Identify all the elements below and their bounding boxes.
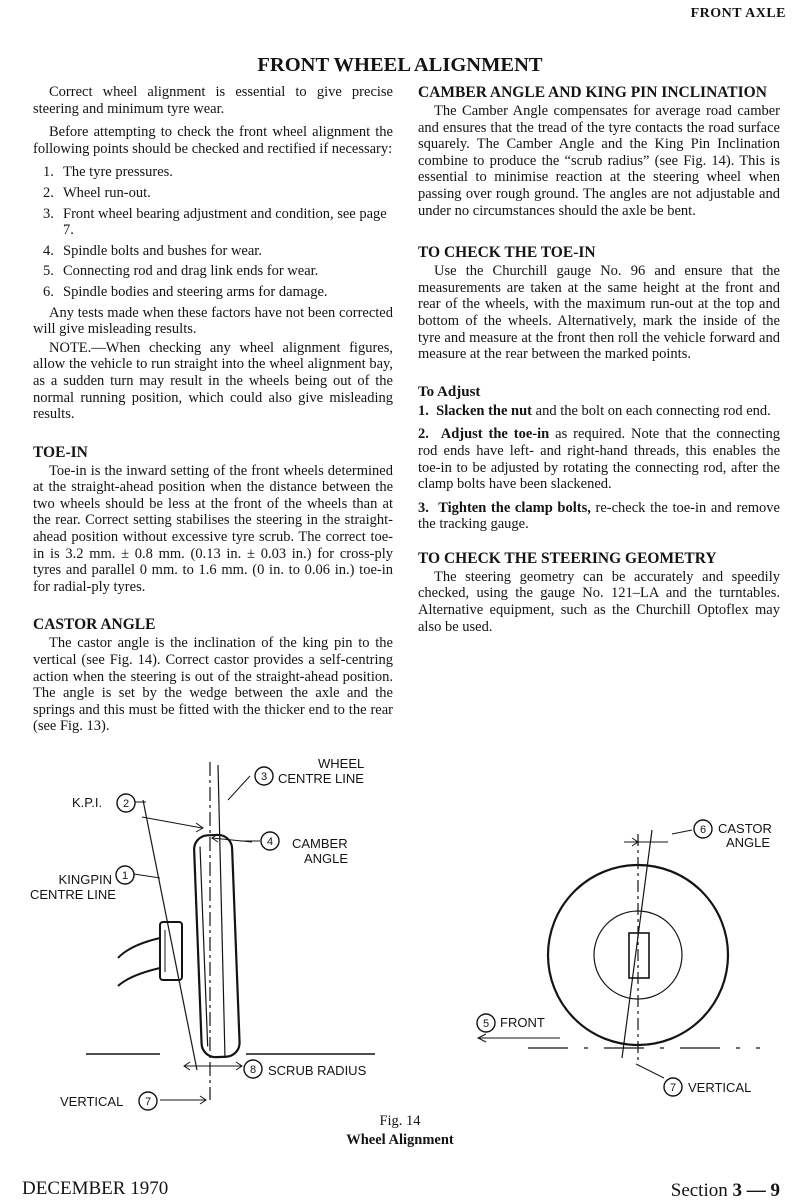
callout-number: 3	[260, 771, 268, 783]
section-heading-camber: CAMBER ANGLE AND KING PIN INCLINATION	[418, 84, 767, 101]
section-heading-steering-geometry: TO CHECK THE STEERING GEOMETRY	[418, 549, 717, 567]
checklist-text: Wheel run-out.	[63, 184, 151, 201]
step-text: re-check the toe-in and remove the tracking gauge.	[418, 499, 780, 533]
checklist-text: The tyre pressures.	[63, 164, 173, 181]
label-wheel-centre-line: CENTRE LINE	[278, 771, 364, 786]
checklist-number: 5.	[43, 263, 54, 280]
footer-section	[671, 1180, 780, 1202]
label-kingpin-centre-line: CENTRE LINE	[30, 887, 116, 902]
kpi-angle-arrow	[142, 817, 202, 828]
checklist-number: 3.	[43, 205, 54, 222]
checklist-text: Spindle bodies and steering arms for damage.	[63, 283, 328, 300]
callout-number: 7	[669, 1082, 677, 1094]
paragraph: The castor angle is the inclination of the king pin to the vertical (see Fig. 14). Correct castor provides a self-centring action when the steering is out of the straight-ahead position. The angle is set by the wedge between the axle and the springs and this must be fitted with the thicker end to the rear (see Fig. 13).	[33, 635, 393, 735]
label-front: FRONT	[500, 1015, 545, 1030]
wheel-centre-line	[218, 765, 225, 1058]
paragraph: The Camber Angle compensates for average road camber and ensures that the tread of the tyre contacts the road surface squarely. The Camber Angle and the King Pin Inclination combine to produce the “scrub radius” (see Fig. 14). This is essential to minimise reaction at the steering wheel when passing over rough ground. The angles are not adjustable and under no circumstances should the axle be bent.	[418, 103, 780, 219]
label-scrub-radius: SCRUB RADIUS	[268, 1063, 367, 1078]
footer-date: DECEMBER 1970	[22, 1178, 169, 1199]
step-number: 3.	[418, 499, 429, 516]
checklist-number: 4.	[43, 242, 54, 259]
callout-number: 1	[121, 870, 129, 882]
checklist-text: Spindle bolts and bushes for wear.	[63, 242, 262, 259]
label-castor-angle: ANGLE	[726, 835, 771, 850]
figure-number: Fig. 14	[379, 1113, 421, 1129]
figure-title: Wheel Alignment	[346, 1132, 454, 1148]
paragraph: The steering geometry can be accurately and speedily checked, using the gauge No. 121–LA and the turntables. Alternative equipment, such as the Churchill Optoflex may also be used.	[418, 568, 780, 635]
hub-block	[629, 933, 649, 978]
intro-paragraph: Before attempting to check the front wheel alignment the following points should be checked and rectified if necessary:	[33, 124, 393, 157]
label-camber-angle: ANGLE	[304, 851, 349, 866]
leader-line	[134, 874, 160, 878]
step-number: 1.	[418, 402, 429, 419]
section-page-number: 3 — 9	[732, 1180, 780, 1201]
label-kingpin: KINGPIN	[58, 872, 112, 887]
callout-number: 2	[122, 798, 130, 810]
callout-number: 6	[699, 824, 707, 836]
callout-number: 7	[144, 1096, 152, 1108]
stub-axle-hub	[160, 922, 182, 980]
paragraph: Use the Churchill gauge No. 96 and ensure that the measurements are taken at the same height at the front and rear of the wheels, with the maximum run-out at the top and bottom of the wheels. Alternatively, mark the inside of the tyre and measure at the front then roll the vehicle forward and measure at the rear between the marked points.	[418, 263, 780, 363]
axle-beam	[118, 968, 160, 986]
step-text: and the bolt on each connecting rod end.	[532, 402, 771, 419]
step-action: Slacken the nut	[436, 402, 533, 419]
leader-line	[228, 776, 250, 800]
step-text: as required. Note that the connecting rod ends have left- and right-hand threads, this enables the toe-in to be adjusted by rotating the connecting rod, after the clamp bolts have been slackened.	[418, 426, 780, 493]
step-number: 2.	[418, 426, 429, 443]
note-paragraph: NOTE.—When checking any wheel alignment figures, allow the vehicle to run straight into the wheel alignment bay, as a sudden turn may result in the wheels being out of the normal running position, which could also give misleading results.	[33, 339, 393, 423]
tyre-outline	[194, 834, 240, 1057]
paragraph: Any tests made when these factors have not been corrected will give misleading results.	[33, 304, 393, 338]
leader-line	[672, 830, 692, 834]
page-title: FRONT WHEEL ALIGNMENT	[257, 54, 543, 76]
axle-beam	[118, 938, 160, 958]
section-label: Section	[670, 1180, 733, 1201]
checklist-number: 1.	[43, 164, 54, 181]
callout-number: 8	[249, 1064, 257, 1076]
label-vertical: VERTICAL	[688, 1080, 752, 1095]
subheading-to-adjust: To Adjust	[418, 383, 481, 400]
section-header: FRONT AXLE	[690, 6, 786, 21]
section-heading-check-toe-in: TO CHECK THE TOE-IN	[418, 244, 596, 262]
checklist-text: Connecting rod and drag link ends for wear.	[63, 263, 319, 280]
label-vertical: VERTICAL	[60, 1094, 124, 1109]
label-camber: CAMBER	[292, 836, 348, 851]
label-wheel: WHEEL	[318, 756, 365, 771]
kingpin-centre-line	[143, 800, 197, 1070]
paragraph: Toe-in is the inward setting of the front wheels determined at the straight-ahead position when the distance between the two wheels should be less at the front of the wheels than at the rear. Correct setting stabilises the steering in the straight-ahead position without excessive tyre scrub. The correct toe-in is 3.2 mm. ± 0.8 mm. (0.13 in. ± 0.03 in.) for cross-ply tyres and parallel 0 mm. to 1.6 mm. (0 in. to 0.06 in.) toe-in for radial-ply tyres.	[33, 462, 393, 595]
checklist-number: 2.	[43, 184, 54, 201]
label-castor: CASTOR	[718, 821, 772, 836]
callout-number: 5	[482, 1018, 490, 1030]
intro-paragraph: Correct wheel alignment is essential to give precise steering and minimum tyre wear.	[33, 84, 393, 117]
section-heading-castor: CASTOR ANGLE	[33, 616, 156, 634]
checklist-text: Front wheel bearing adjustment and condition, see page 7.	[63, 205, 387, 239]
callout-number: 4	[266, 836, 274, 848]
step-action: Adjust the toe-in	[440, 426, 550, 443]
checklist-number: 6.	[43, 283, 54, 300]
figure-caption	[0, 1112, 800, 1150]
leader-line	[636, 1064, 664, 1078]
step-action: Tighten the clamp bolts,	[438, 499, 591, 516]
section-heading-toe-in: TOE-IN	[33, 443, 88, 461]
label-kpi: K.P.I.	[72, 795, 103, 810]
